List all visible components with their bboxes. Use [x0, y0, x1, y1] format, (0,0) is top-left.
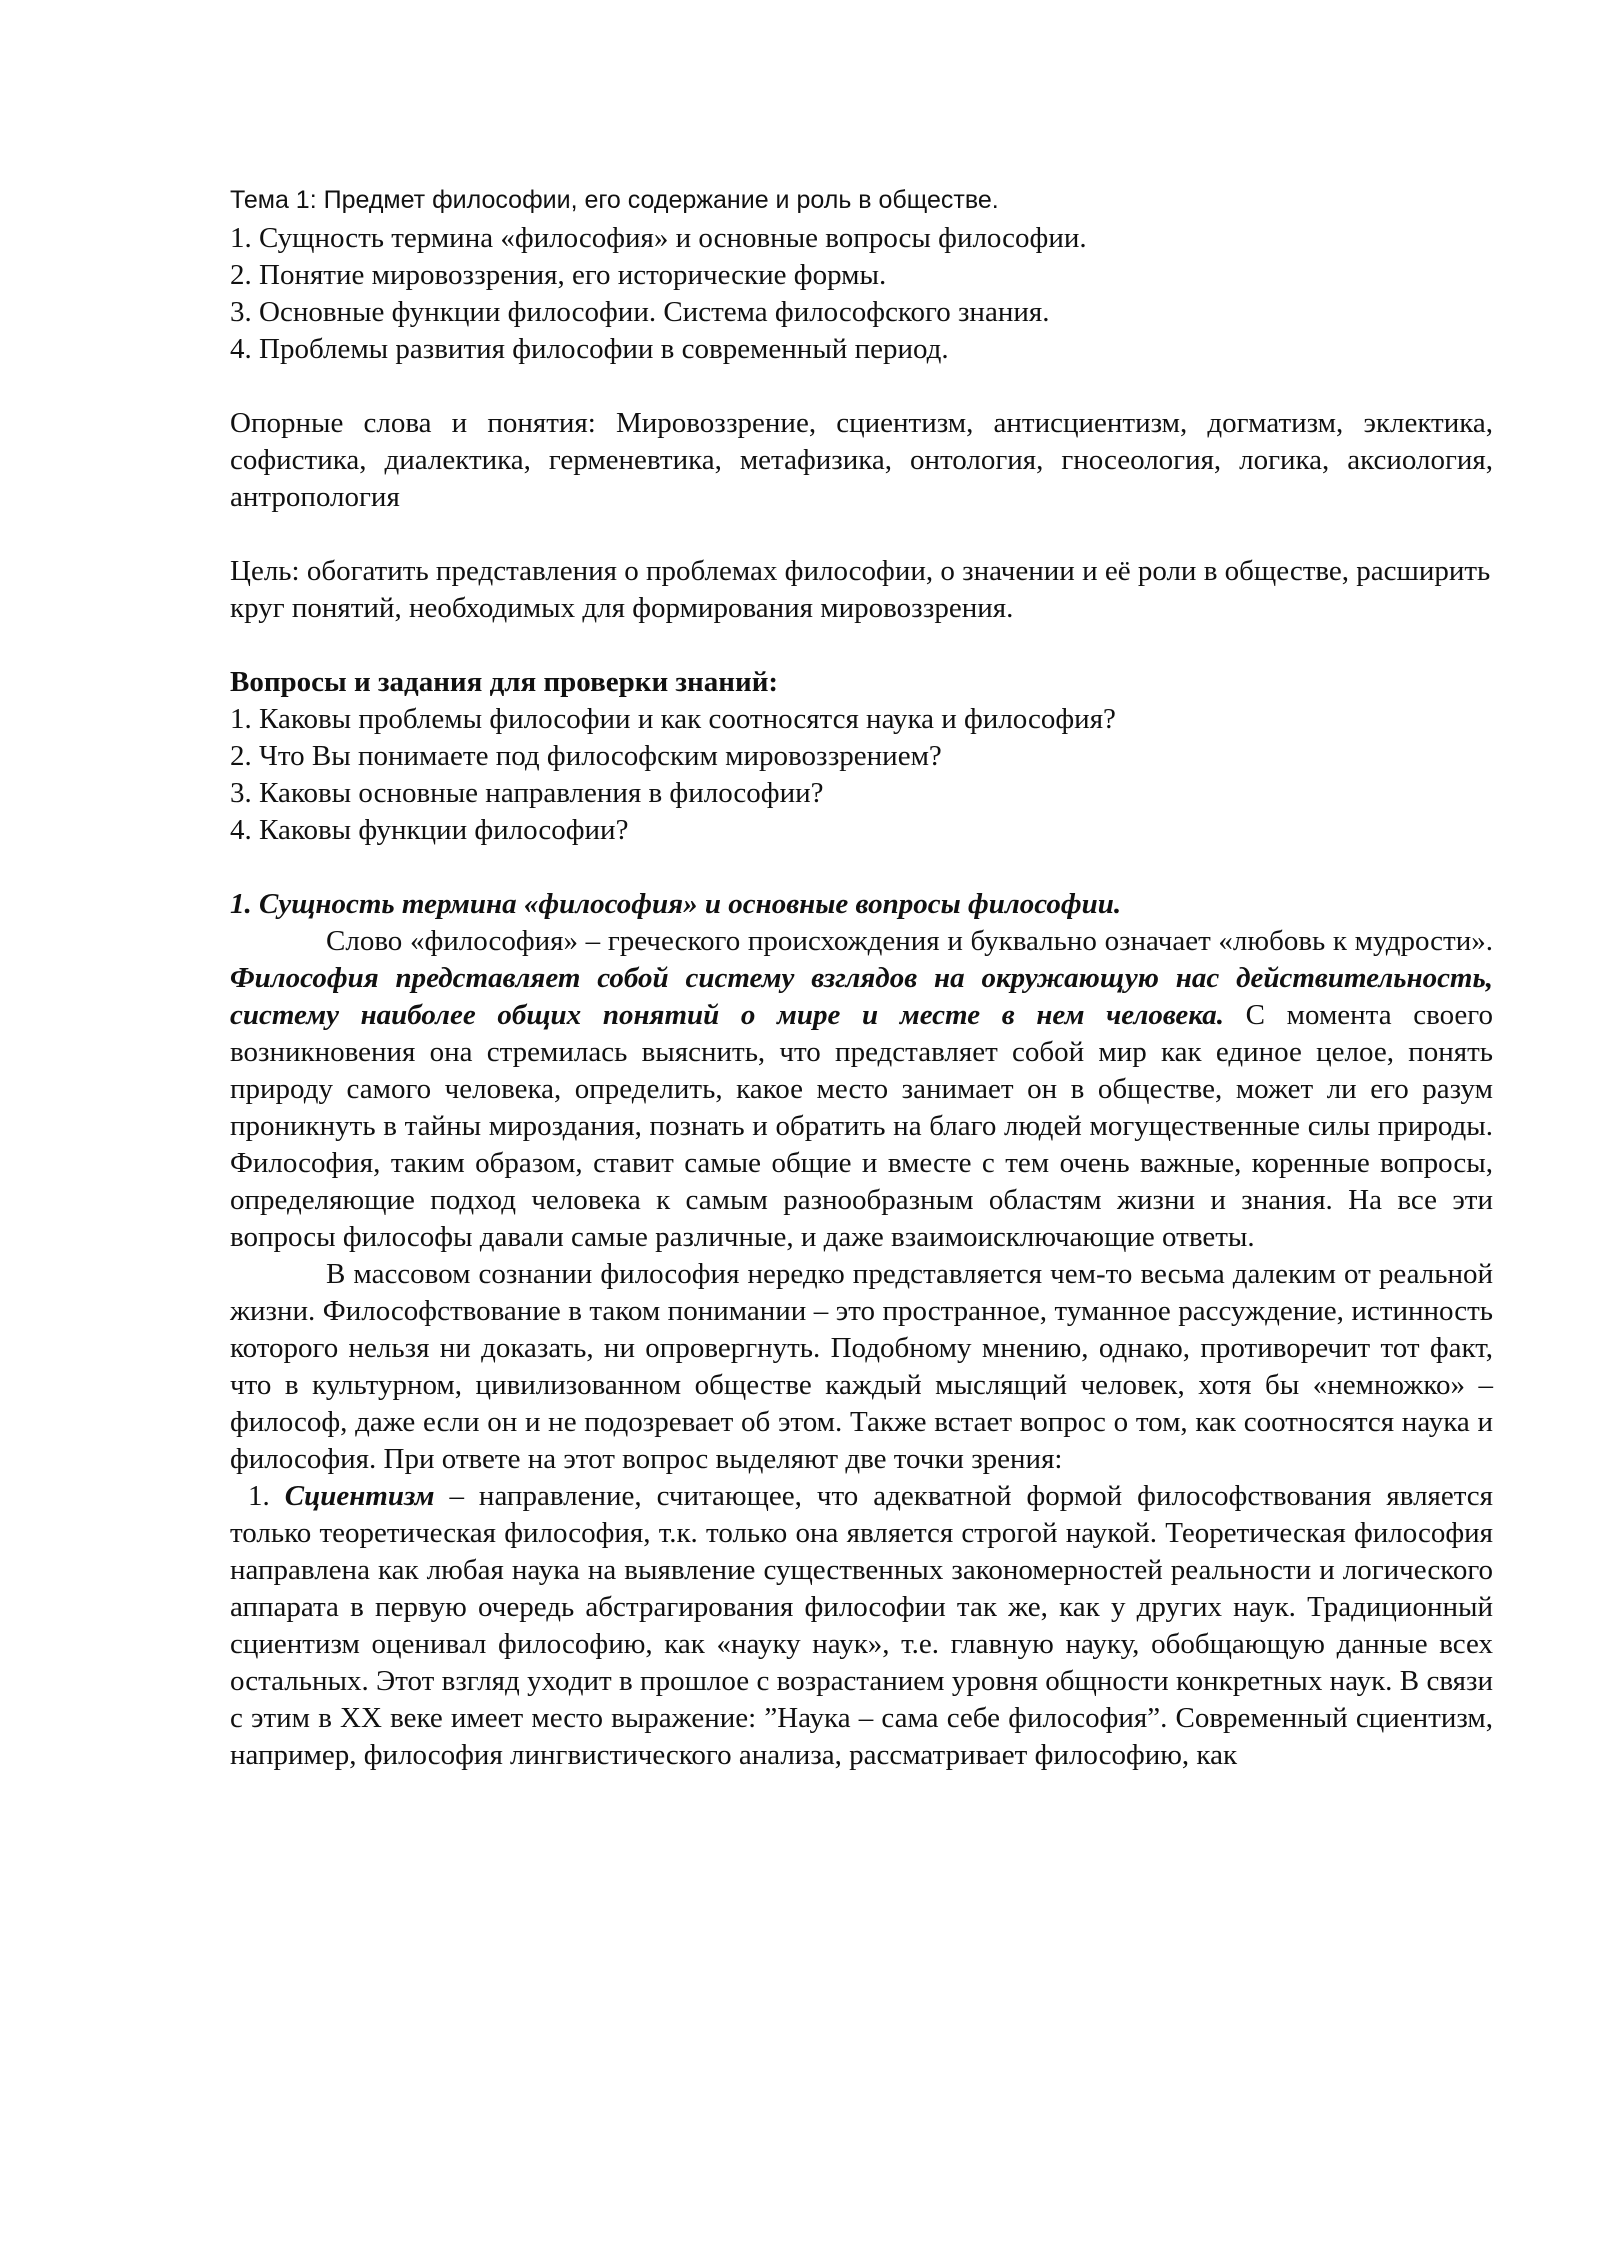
section-heading: 1. Сущность термина «философия» и основные вопросы философии.: [230, 888, 1122, 920]
term-text: Сциентизм: [284, 1480, 435, 1512]
body-paragraph-1: [230, 923, 1493, 1256]
plan-item: 2. Понятие мировоззрения, его исторические формы.: [230, 259, 887, 291]
plan-item: 1. Сущность термина «философия» и основные вопросы философии.: [230, 222, 1087, 254]
spacer: [230, 516, 1493, 553]
plan-item: 3. Основные функции философии. Система философского знания.: [230, 296, 1050, 328]
spacer: [230, 849, 1493, 886]
numbered-item-1: [230, 1478, 1493, 1774]
spacer: [230, 368, 1493, 405]
document-body: [230, 180, 1493, 1774]
questions-list: [230, 701, 1493, 849]
paragraph-text: Слово «философия» – греческого происхождения и буквально означает «любовь к мудрости».: [326, 925, 1493, 957]
question-item: 2. Что Вы понимаете под философским мировоззрением?: [230, 740, 942, 772]
question-item: 4. Каковы функции философии?: [230, 814, 629, 846]
item-text: – направление, считающее, что адекватной формой философствования является только теоретическая философия, т.к. только она является строгой наукой. Теоретическая философия направлена как любая наука на выявление существенных закономерностей реальности и логического аппарата в первую очередь абстрагирования философии так же, как у других наук. Традиционный сциентизм оценивал философию, как «науку наук», т.е. главную науку, обобщающую данные всех остальных. Этот взгляд уходит в прошлое с возрастанием уровня общности конкретных наук. В связи с этим в XX веке имеет место выражение: ”Наука – сама себе философия”. Современный сциентизм, например, философия лингвистического анализа, рассматривает философию, как: [230, 1480, 1493, 1771]
paragraph-text: С момента своего возникновения она стремилась выяснить, что представляет собой мир как единое целое, понять природу самого человека, определить, какое место занимает он в обществе, может ли его разум проникнуть в тайны мироздания, познать и обратить на благо людей могущественные силы природы. Философия, таким образом, ставит самые общие и вместе с тем очень важные, коренные вопросы, определяющие подход человека к самым разнообразным областям жизни и знания. На все эти вопросы философы давали самые различные, и даже взаимоисключающие ответы.: [230, 999, 1493, 1253]
question-item: 1. Каковы проблемы философии и как соотносятся наука и философия?: [230, 703, 1116, 735]
goal-paragraph: Цель: обогатить представления о проблемах философии, о значении и её роли в обществе, расширить круг понятий, необходимых для формирования мировоззрения.: [230, 555, 1491, 624]
plan-item: 4. Проблемы развития философии в современный период.: [230, 333, 949, 365]
question-item: 3. Каковы основные направления в философии?: [230, 777, 824, 809]
questions-heading: Вопросы и задания для проверки знаний:: [230, 666, 779, 698]
keywords-paragraph: Опорные слова и понятия: Мировоззрение, сциентизм, антисциентизм, догматизм, эклектика, софистика, диалектика, герменевтика, метафизика, онтология, гносеология, логика, аксиология, антропология: [230, 407, 1493, 513]
topic-title: Тема 1: Предмет философии, его содержание и роль в обществе.: [230, 186, 999, 214]
item-number: 1.: [248, 1480, 285, 1512]
definition-text: Философия представляет собой систему взглядов на окружающую нас действительность, систему наиболее общих понятий о мире и месте в нем человека.: [230, 962, 1493, 1031]
body-paragraph-2: В массовом сознании философия нередко представляется чем-то весьма далеким от реальной жизни. Философствование в таком понимании – это пространное, туманное рассуждение, истинность которого нельзя ни доказать, ни опровергнуть. Подобному мнению, однако, противоречит тот факт, что в культурном, цивилизованном обществе каждый мыслящий человек, хотя бы «немножко» – философ, даже если он и не подозревает об этом. Также встает вопрос о том, как соотносятся наука и философия. При ответе на этот вопрос выделяют две точки зрения:: [230, 1258, 1493, 1475]
plan-list: [230, 220, 1493, 368]
spacer: [230, 627, 1493, 664]
